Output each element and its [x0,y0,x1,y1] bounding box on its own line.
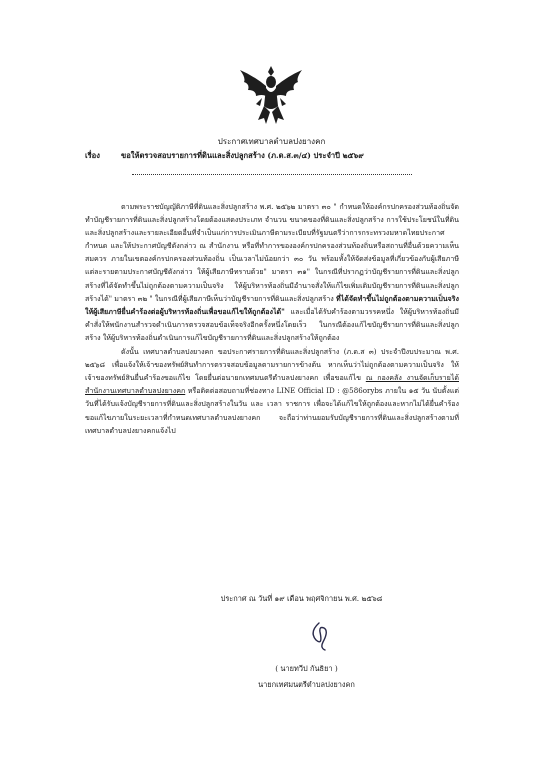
body-paragraph-1 [85,200,459,344]
body-paragraph-2 [85,345,459,437]
announcement-subject [85,150,364,161]
garuda-emblem-icon [236,62,306,128]
subject-text: ขอให้ตรวจสอบรายการที่ดินและสิ่งปลูกสร้าง (ภ.ด.ส.๓/๔) ประจำปี ๒๕๖๙ [121,151,364,160]
announcement-body [85,200,459,437]
announcement-title: ประกาศเทศบาลตำบลปงยางคก [217,137,326,146]
paragraph-1-text-b: และเมื่อได้รับคำร้องตามวรรคหนึ่ง ให้ผู้บริหารท้องถิ่นมีคำสั่งให้พนักงานสำรวจดำเนินการตรวจสอบข้อเท็จจริงอีกครั้งหนึ่งโดยเร็ว ในกรณีต้องแก้ไขบัญชีรายการที่ดินและสิ่งปลูกสร้าง ให้ผู้บริหารท้องถิ่นดำเนินการแก้ไขบัญชีรายการที่ดินและสิ่งปลูกสร้างให้ถูกต้อง [85,306,459,342]
paragraph-1-text-a: ตามพระราชบัญญัติภาษีที่ดินและสิ่งปลูกสร้าง พ.ศ. ๒๕๖๒ มาตรา ๓๐ " กำหนดให้องค์กรปกครองส่วนท้องถิ่นจัดทำบัญชีรายการที่ดินและสิ่งปลูกสร้างโดยต้องแสดงประเภท จำนวน ขนาดของที่ดินและสิ่งปลูกสร้าง การใช้ประโยชน์ในที่ดินและสิ่งปลูกสร้างและรายละเอียดอื่นที่จำเป็นแก่การประเมินภาษีตามระเบียบที่รัฐมนตรีว่าการกระทรวงมหาดไทยประกาศกำหนด และให้ประกาศบัญชีดังกล่าว ณ สำนักงาน หรือที่ทำการขององค์กรปกครองส่วนท้องถิ่นหรือสถานที่อื่นด้วยความเห็นสมควร ภายในเขตองค์กรปกครองส่วนท้องถิ่น เป็นเวลาไม่น้อยกว่า ๓๐ วัน พร้อมทั้งให้จัดส่งข้อมูลที่เกี่ยวข้องกับผู้เสียภาษีแต่ละรายตามประกาศบัญชีดังกล่าว ให้ผู้เสียภาษีทราบด้วย" มาตรา ๓๑" ในกรณีที่ปรากฏว่าบัญชีรายการที่ดินและสิ่งปลูกสร้างที่ได้จัดทำขึ้นไม่ถูกต้องตามความเป็นจริง ให้ผู้บริหารท้องถิ่นมีอำนาจสั่งให้แก้ไขเพิ่มเติมบัญชีรายการที่ดินและสิ่งปลูกสร้างได้" มาตรา ๓๒ " ในกรณีที่ผู้เสียภาษีเห็นว่าบัญชีรายการที่ดินและสิ่งปลูกสร้าง [85,202,459,303]
signer-position: นายกเทศมนตรีตำบลปงยางคก [258,680,355,689]
header-divider [132,174,412,175]
paragraph-2-underlined-text: ณ กองคลัง งานจัดเก็บรายได้ สำนักงานเทศบาลตำบลปงยางคก [85,373,459,396]
signer-name: ( นายทวีป กันธิยา ) [275,664,338,673]
paragraph-1-bold-text: ที่ได้จัดทำขึ้นไม่ถูกต้องตามความเป็นจริง ให้ผู้เสียภาษียื่นคำร้องต่อผู้บริหารท้องถิ่นเพื่อขอแก้ไขให้ถูกต้องได้" [85,293,459,316]
announcement-date: ประกาศ ณ วันที่ ๑๙ เดือน พฤศจิกายน พ.ศ. ๒๕๖๘ [220,594,383,603]
paragraph-2-text-b: หรือติดต่อสอบถามที่ช่องทาง LINE Official ID : @586orybs ภายใน ๑๕ วัน นับตั้งแต่วันที่ได้รับแจ้งบัญชีรายการที่ดินและสิ่งปลูกสร้างในวัน และ เวลา ราชการ เพื่อจะได้แก้ไขให้ถูกต้องและหากไม่ได้ยื่นคำร้องขอแก้ไขภายในระยะเวลาที่กำหนดเทศบาลตำบลปงยางคก จะถือว่าท่านยอมรับบัญชีรายการที่ดินและสิ่งปลูกสร้างตามที่เทศบาลตำบลปงยางคกแจ้งไป [85,386,459,435]
paragraph-2-text-a: ดังนั้น เทศบาลตำบลปงยางคก ขอประกาศรายการที่ดินและสิ่งปลูกสร้าง (ภ.ด.ส ๓) ประจำปีงบประมาณ พ.ศ. ๒๕๖๘ เพื่อแจ้งให้เจ้าของทรัพย์สินทำการตรวจสอบข้อมูลตามรายการข้างต้น หากเห็นว่าไม่ถูกต้องตามความเป็นจริง ให้เจ้าของทรัพย์สินยื่นคำร้องขอแก้ไข โดยยื่นต่อนายกเทศมนตรีตำบลปงยางคก เพื่อขอแก้ไข [85,347,459,383]
subject-label: เรื่อง [85,151,100,160]
handwritten-signature-icon [303,620,339,652]
